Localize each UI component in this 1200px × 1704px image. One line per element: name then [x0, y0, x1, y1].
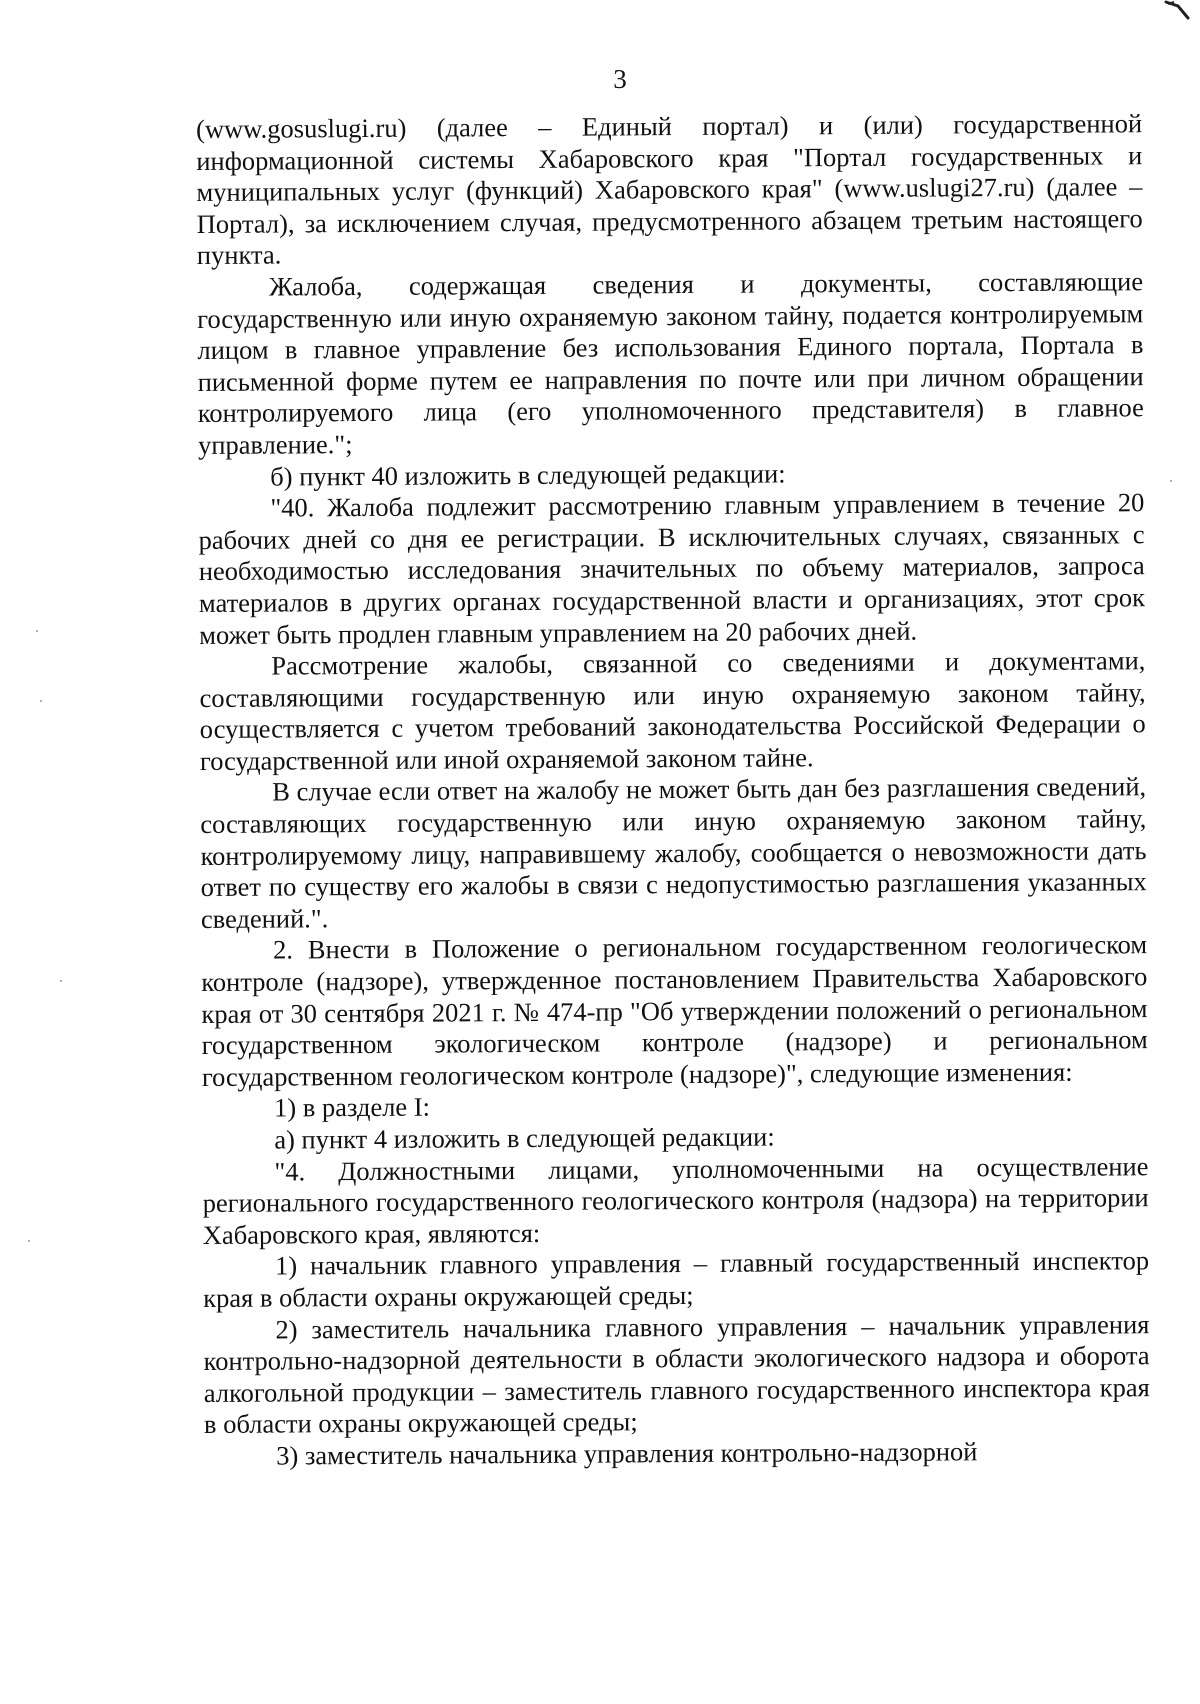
paragraph: Жалоба, содержащая сведения и документы, составляющие государственную или иную охраняемую законом тайну, подается контролируемым лицом в главное управление без использования Единого портала, Портала в письменной форме путем ее направления по почте или при личном обращении контролируемого лица (его уполномоченного представителя) в главное управление.";	[197, 266, 1144, 460]
paragraph: б) пункт 40 изложить в следующей редакции:	[270, 457, 786, 492]
scan-speck	[28, 1240, 30, 1242]
paragraph: "40. Жалоба подлежит рассмотрению главным управлением в течение 20 рабочих дней со дня ее регистрации. В исключительных случаях, связанных с необходимостью исследования значительных по объему материалов, запроса материалов в других органах государственной власти и организациях, этот срок может быть продлен главным управлением на 20 рабочих дней.	[198, 487, 1146, 650]
corner-scan-mark	[1164, 0, 1190, 22]
paragraph: 2. Внести в Положение о региональном государственном геологическом контроле (надзоре), утвержденное постановлением Правительства Хабаровского края от 30 сентября 2021 г. № 474-пр "Об утверждении положений о региональном государственном экологическом контроле (надзоре) и региональном государственном геологическом контроле (надзоре)", следующие изменения:	[201, 929, 1148, 1092]
scan-speck	[60, 980, 62, 982]
page-number: 3	[613, 64, 627, 94]
paragraph: а) пункт 4 изложить в следующей редакции:	[274, 1121, 775, 1155]
document-body	[196, 108, 1150, 1472]
paragraph: 1) начальник главного управления – главный государственный инспектор края в области охраны окружающей среды;	[203, 1245, 1150, 1313]
scan-speck	[40, 700, 42, 702]
paragraph: 1) в разделе I:	[273, 1091, 431, 1123]
paragraph: 2) заместитель начальника главного управления – начальник управления контрольно-надзорной деятельности в области экологического надзора и оборота алкогольной продукции – заместитель главного государственного инспектора края в области охраны окружающей среды;	[203, 1308, 1150, 1440]
scan-speck	[1170, 480, 1172, 482]
paragraph: 3) заместитель начальника управления контрольно-надзорной	[276, 1436, 978, 1471]
paragraph: (www.gosuslugi.ru) (далее – Единый портал) и (или) государственной информационной системы Хабаровского края "Портал государственных и муниципальных услуг (функций) Хабаровского края" (www.uslugi27.ru) (далее – Портал), за исключением случая, предусмотренного абзацем третьим настоящего пункта.	[196, 108, 1143, 271]
paragraph: "4. Должностными лицами, уполномоченными на осуществление регионального государственного геологического контроля (надзора) на территории Хабаровского края, являются:	[202, 1150, 1149, 1250]
paragraph: Рассмотрение жалобы, связанной со сведениями и документами, составляющими государственную или иную охраняемую законом тайну, осуществляется с учетом требований законодательства Российской Федерации о государственной или иной охраняемой законом тайне.	[199, 645, 1146, 776]
paragraph: В случае если ответ на жалобу не может быть дан без разглашения сведений, составляющих государственную или иную охраняемую законом тайну, контролируемому лицу, направившему жалобу, сообщается о невозможности дать ответ по существу его жалобы в связи с недопустимостью разглашения указанных сведений.".	[200, 771, 1147, 934]
scan-speck	[36, 630, 38, 632]
